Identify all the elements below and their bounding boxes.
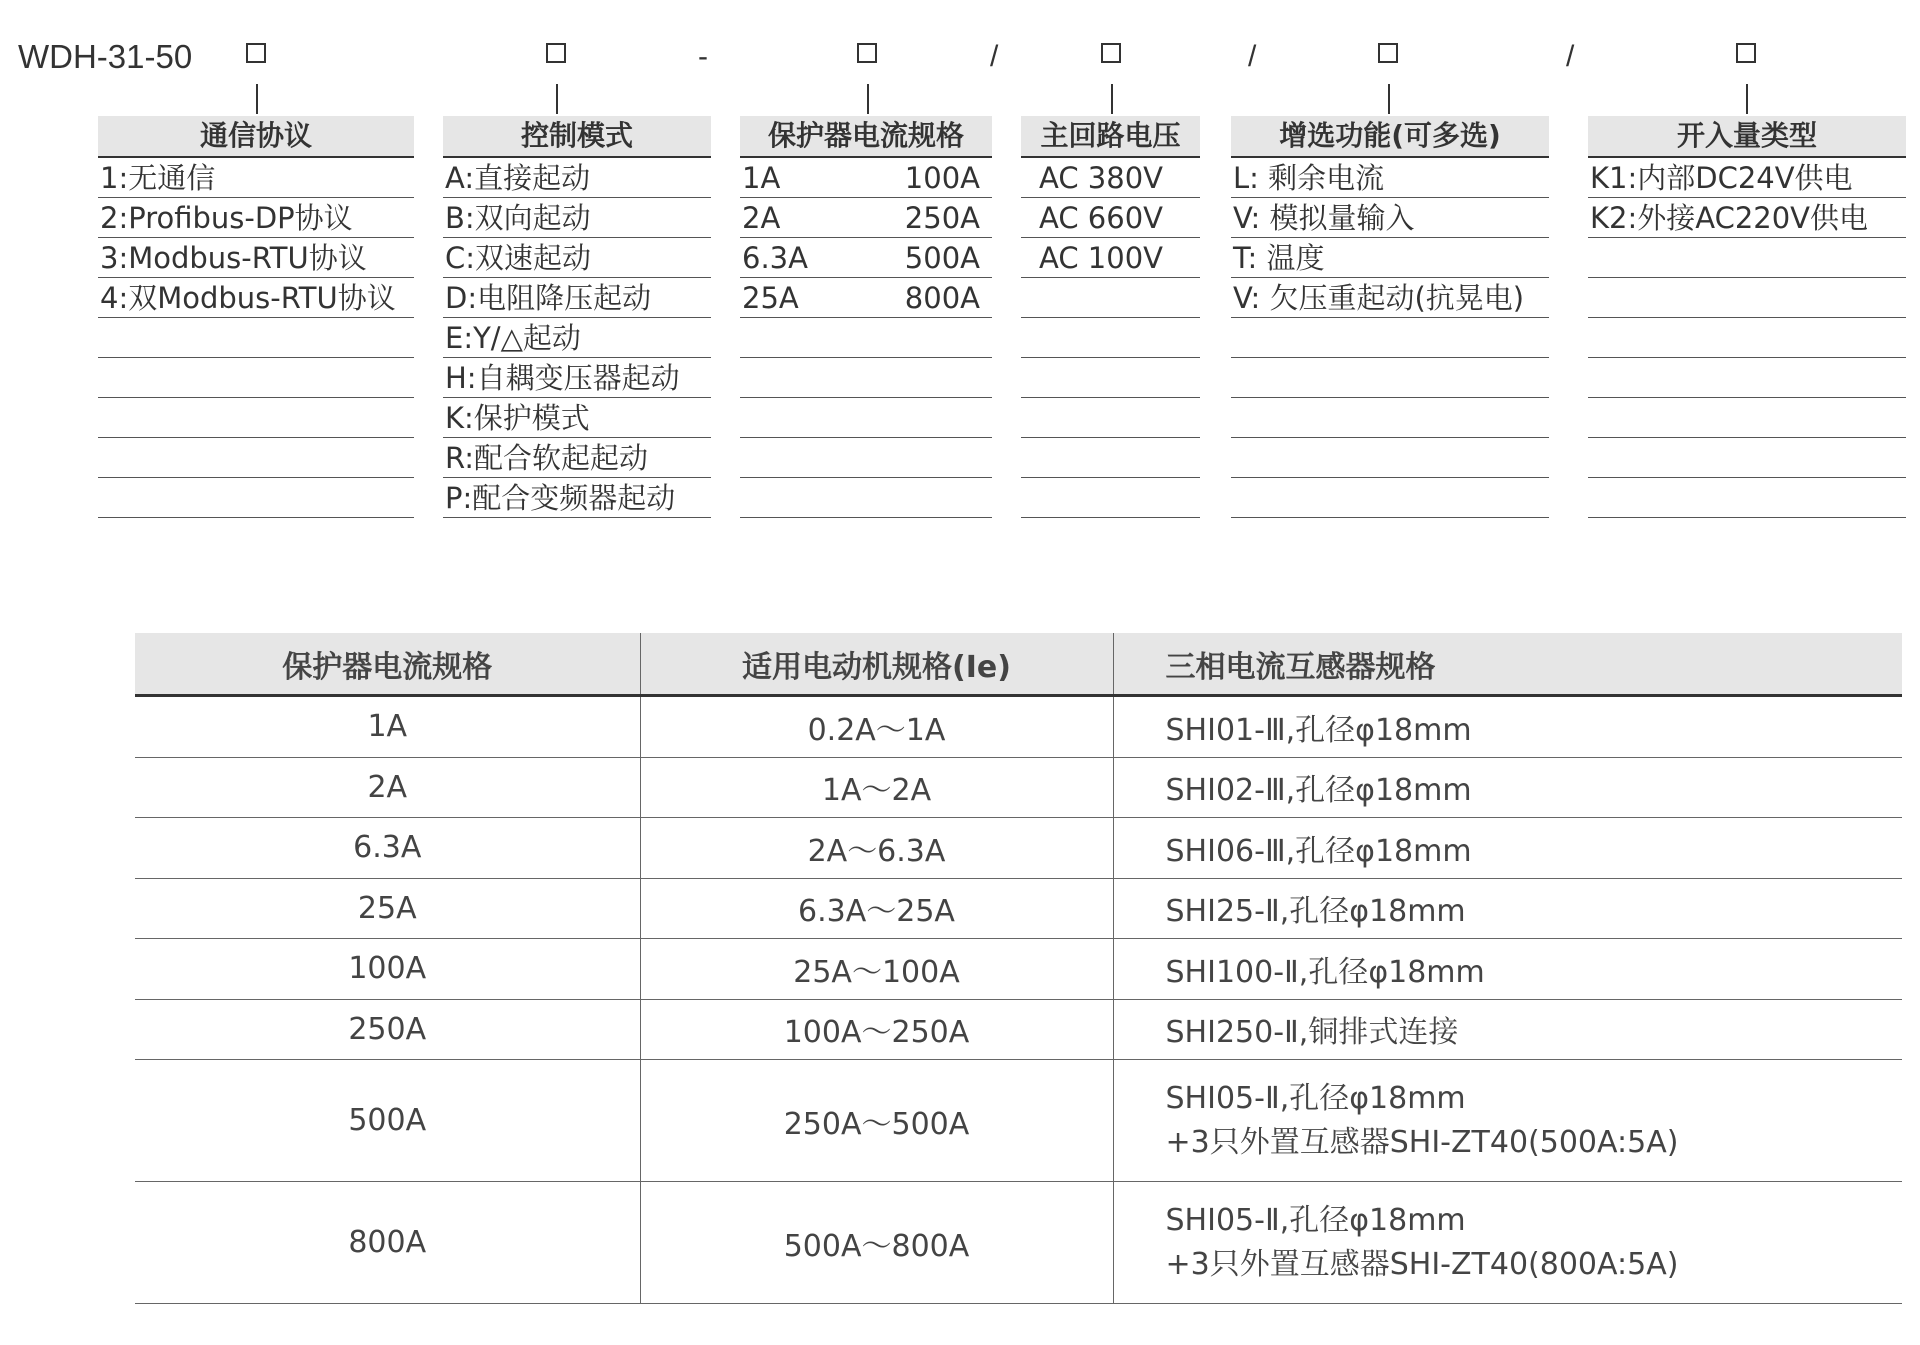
ct-line-1: SHI05-Ⅱ,孔径φ18mm: [1165, 1080, 1466, 1116]
option-column-title: 增选功能(可多选): [1231, 116, 1549, 158]
cell-motor: 0.2A～1A: [640, 696, 1113, 758]
cell-motor: 500A～800A: [640, 1182, 1113, 1304]
rating-left: 1A: [742, 161, 781, 195]
option-item-empty: [1231, 438, 1549, 478]
cell-motor: 2A～6.3A: [640, 818, 1113, 879]
ct-line-1: SHI05-Ⅱ,孔径φ18mm: [1165, 1202, 1466, 1238]
code-box-voltage: [1101, 43, 1121, 63]
model-code-line: [0, 35, 1920, 79]
option-item: K2:外接AC220V供电: [1588, 198, 1906, 238]
code-box-current-rating: [857, 43, 877, 63]
option-item: K1:内部DC24V供电: [1588, 158, 1906, 198]
option-item-empty: [98, 438, 414, 478]
option-item: D:电阻降压起动: [443, 278, 711, 318]
cell-motor: 25A～100A: [640, 939, 1113, 1000]
option-column-control-mode: [443, 116, 711, 518]
option-item-empty: [1021, 318, 1200, 358]
option-column-title: 主回路电压: [1021, 116, 1200, 158]
table-row: [135, 696, 1902, 758]
option-item: E:Y/△起动: [443, 318, 711, 358]
option-item: B:双向起动: [443, 198, 711, 238]
option-item-empty: [1021, 478, 1200, 518]
option-item-empty: [1231, 398, 1549, 438]
connector-line: [1746, 84, 1748, 114]
rating-left: 25A: [742, 281, 799, 315]
option-item: AC 100V: [1021, 238, 1200, 278]
option-item: V: 模拟量输入: [1231, 198, 1549, 238]
option-item-empty: [1021, 438, 1200, 478]
option-column-title: 开入量类型: [1588, 116, 1906, 158]
option-item: [740, 198, 992, 238]
option-item-empty: [1021, 358, 1200, 398]
cell-rating: 6.3A: [135, 818, 640, 879]
connector-line: [1111, 84, 1113, 114]
table-row: [135, 1060, 1902, 1182]
option-item: A:直接起动: [443, 158, 711, 198]
code-separator: -: [698, 40, 708, 73]
cell-ct: SHI01-Ⅲ,孔径φ18mm: [1113, 696, 1902, 758]
ct-line-2: +3只外置互感器SHI-ZT40(800A:5A): [1165, 1246, 1679, 1282]
table-row: [135, 818, 1902, 879]
option-column-voltage: [1021, 116, 1200, 518]
cell-ct: [1113, 1060, 1902, 1182]
table-row: [135, 939, 1902, 1000]
spec-table: [135, 633, 1902, 1304]
option-item-empty: [98, 478, 414, 518]
option-item-empty: [1588, 438, 1906, 478]
connector-line: [256, 84, 258, 114]
option-item-empty: [98, 358, 414, 398]
option-item-empty: [1231, 478, 1549, 518]
option-item-empty: [98, 398, 414, 438]
table-row: [135, 1182, 1902, 1304]
option-item: T: 温度: [1231, 238, 1549, 278]
option-item: [740, 278, 992, 318]
option-column-title: 保护器电流规格: [740, 116, 992, 158]
code-box-options: [1378, 43, 1398, 63]
option-item-empty: [1021, 398, 1200, 438]
code-separator: /: [1248, 40, 1257, 73]
table-row: [135, 999, 1902, 1060]
rating-left: 6.3A: [742, 241, 808, 275]
cell-ct: SHI06-Ⅲ,孔径φ18mm: [1113, 818, 1902, 879]
code-separator: /: [990, 40, 999, 73]
connector-line: [1388, 84, 1390, 114]
option-item-empty: [1231, 318, 1549, 358]
option-item-empty: [1588, 238, 1906, 278]
option-item: 2:Profibus-DP协议: [98, 198, 414, 238]
table-row: [135, 878, 1902, 939]
option-item: 3:Modbus-RTU协议: [98, 238, 414, 278]
option-column-input-type: [1588, 116, 1906, 518]
option-column-optional-functions: [1231, 116, 1549, 518]
option-item: H:自耦变压器起动: [443, 358, 711, 398]
option-item: [740, 158, 992, 198]
option-item: P:配合变频器起动: [443, 478, 711, 518]
option-column-title: 控制模式: [443, 116, 711, 158]
table-row: [135, 757, 1902, 818]
option-item-empty: [1588, 398, 1906, 438]
code-separator: /: [1566, 40, 1575, 73]
cell-rating: 800A: [135, 1182, 640, 1304]
option-item: R:配合软起起动: [443, 438, 711, 478]
option-item-empty: [740, 438, 992, 478]
rating-right: 250A: [904, 201, 980, 235]
option-item: [740, 238, 992, 278]
option-item-empty: [1588, 318, 1906, 358]
option-column-communication: [98, 116, 414, 518]
cell-motor: 100A～250A: [640, 999, 1113, 1060]
cell-motor: 1A～2A: [640, 757, 1113, 818]
option-item: K:保护模式: [443, 398, 711, 438]
table-header-row: [135, 633, 1902, 696]
code-box-communication: [246, 43, 266, 63]
rating-left: 2A: [742, 201, 781, 235]
option-item: AC 380V: [1021, 158, 1200, 198]
option-column-title: 通信协议: [98, 116, 414, 158]
option-item-empty: [1231, 358, 1549, 398]
rating-right: 500A: [904, 241, 980, 275]
option-item-empty: [1588, 278, 1906, 318]
option-item-empty: [1588, 358, 1906, 398]
rating-right: 100A: [904, 161, 980, 195]
ct-line-2: +3只外置互感器SHI-ZT40(500A:5A): [1165, 1124, 1679, 1160]
connector-line: [867, 84, 869, 114]
cell-rating: 100A: [135, 939, 640, 1000]
option-item-empty: [1021, 278, 1200, 318]
option-item: L: 剩余电流: [1231, 158, 1549, 198]
code-box-input-type: [1736, 43, 1756, 63]
option-item-empty: [1588, 478, 1906, 518]
cell-motor: 250A～500A: [640, 1060, 1113, 1182]
cell-rating: 1A: [135, 696, 640, 758]
option-item-empty: [740, 318, 992, 358]
cell-rating: 250A: [135, 999, 640, 1060]
option-item: V: 欠压重起动(抗晃电): [1231, 278, 1549, 318]
connector-line: [556, 84, 558, 114]
code-box-control-mode: [546, 43, 566, 63]
header-current-rating: 保护器电流规格: [135, 633, 640, 696]
option-item: 4:双Modbus-RTU协议: [98, 278, 414, 318]
header-ct-spec: 三相电流互感器规格: [1113, 633, 1902, 696]
cell-ct: [1113, 1182, 1902, 1304]
option-item-empty: [740, 358, 992, 398]
cell-motor: 6.3A～25A: [640, 878, 1113, 939]
option-item-empty: [98, 318, 414, 358]
cell-rating: 2A: [135, 757, 640, 818]
cell-ct: SHI100-Ⅱ,孔径φ18mm: [1113, 939, 1902, 1000]
option-item: AC 660V: [1021, 198, 1200, 238]
cell-rating: 25A: [135, 878, 640, 939]
option-item-empty: [740, 478, 992, 518]
cell-ct: SHI02-Ⅲ,孔径φ18mm: [1113, 757, 1902, 818]
model-prefix: WDH-31-50: [18, 38, 193, 75]
cell-ct: SHI25-Ⅱ,孔径φ18mm: [1113, 878, 1902, 939]
option-item: C:双速起动: [443, 238, 711, 278]
option-column-current-rating: [740, 116, 992, 518]
cell-ct: SHI250-Ⅱ,铜排式连接: [1113, 999, 1902, 1060]
rating-right: 800A: [904, 281, 980, 315]
header-motor-rating: 适用电动机规格(Ie): [640, 633, 1113, 696]
option-item-empty: [740, 398, 992, 438]
option-item: 1:无通信: [98, 158, 414, 198]
cell-rating: 500A: [135, 1060, 640, 1182]
